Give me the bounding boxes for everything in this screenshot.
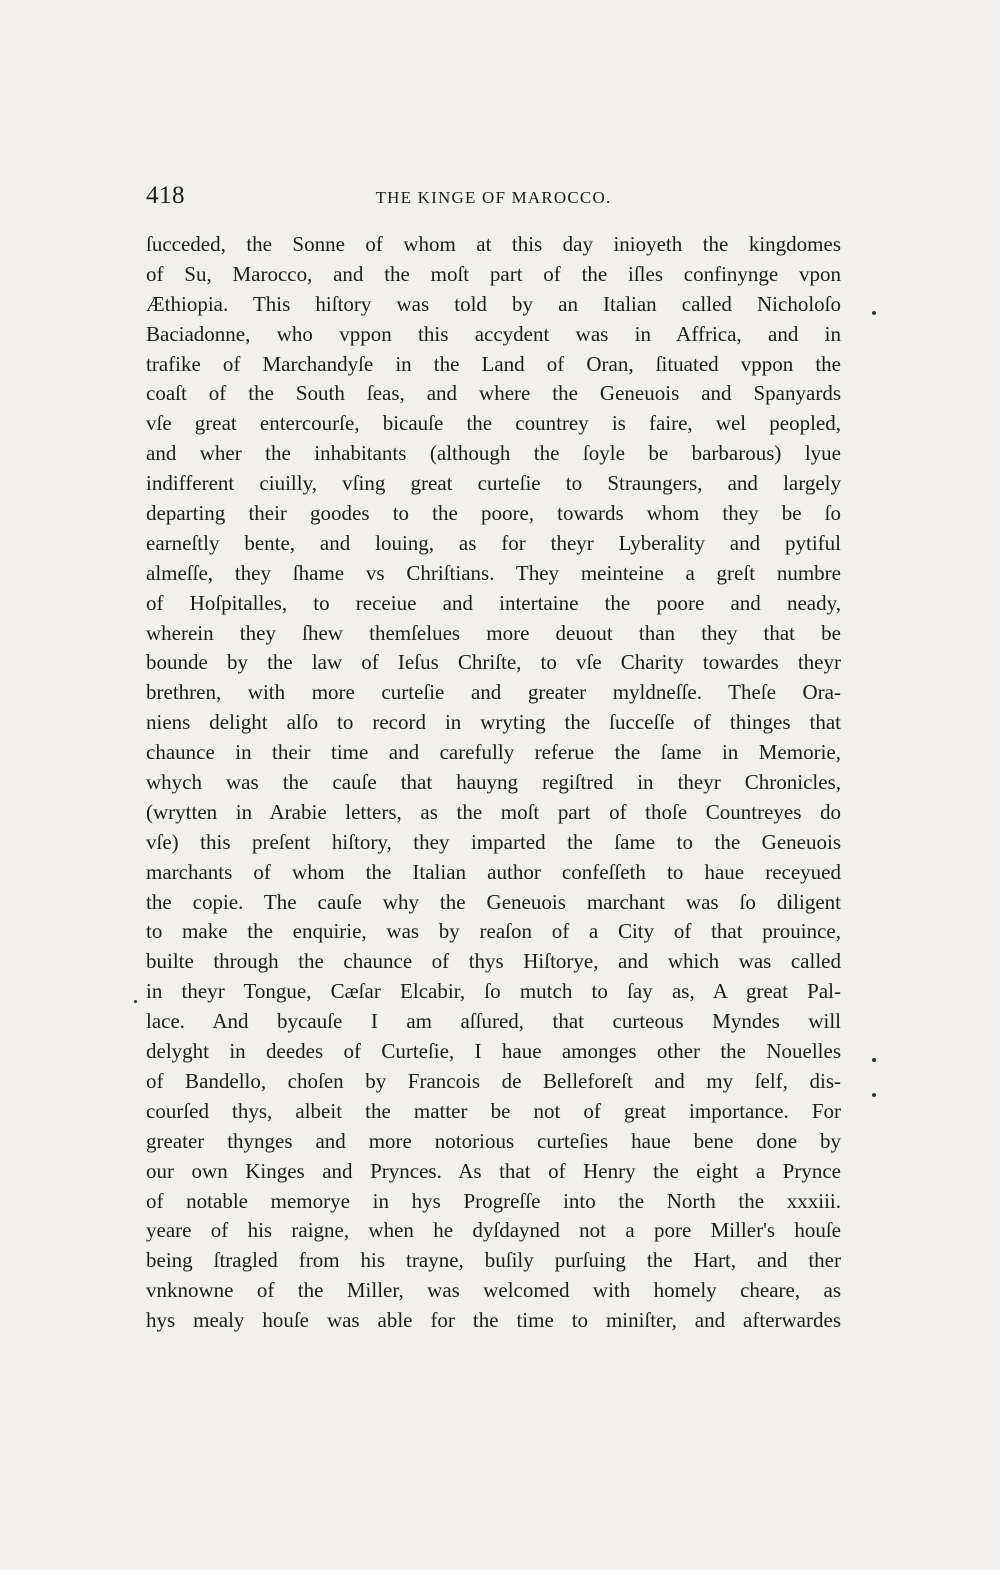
text-line: of notable memorye in hys Progreſſe into the North the xxxiii. (146, 1188, 841, 1213)
text-line: delyght in deedes of Curteſie, I haue amonges other the Nouelles (146, 1039, 841, 1064)
text-line: brethren, with more curteſie and greater myldneſſe. Theſe Ora- (146, 680, 841, 705)
text-line: Baciadonne, who vppon this accydent was in Affrica, and in (146, 321, 841, 346)
running-head (146, 176, 841, 216)
text-line: yeare of his raigne, when he dyſdayned not a pore Miller's houſe (146, 1218, 841, 1243)
page-number: 418 (146, 182, 185, 209)
text-line: the copie. The cauſe why the Geneuois marchant was ſo diligent (146, 889, 841, 914)
text-line: hys mealy houſe was able for the time to miniſter, and afterwardes (146, 1308, 841, 1333)
text-line: almeſſe, they ſhame vs Chriſtians. They meinteine a greſt numbre (146, 560, 841, 585)
text-line: whych was the cauſe that hauyng regiſtred in theyr Chronicles, (146, 770, 841, 795)
text-line: of Hoſpitalles, to receiue and intertaine the poore and neady, (146, 590, 841, 615)
text-line: vſe great entercourſe, bicauſe the countrey is faire, wel peopled, (146, 411, 841, 436)
text-line: in theyr Tongue, Cæſar Elcabir, ſo mutch to ſay as, A great Pal- (146, 979, 841, 1004)
text-line: ſucceded, the Sonne of whom at this day inioyeth the kingdomes (146, 232, 841, 256)
margin-mark-dot (872, 1058, 876, 1062)
text-line: Æthiopia. This hiſtory was told by an Italian called Nicholoſo (146, 291, 841, 316)
text-line: trafike of Marchandyſe in the Land of Oran, ſituated vppon the (146, 351, 841, 376)
text-line: (wrytten in Arabie letters, as the moſt part of thoſe Countreyes do (146, 799, 841, 824)
text-line: our own Kinges and Prynces. As that of Henry the eight a Prynce (146, 1158, 841, 1183)
running-title: THE KINGE OF MAROCCO. (375, 188, 612, 207)
text-line: earneſtly bente, and louing, as for theyr Lyberality and pytiful (146, 530, 841, 555)
margin-mark-dot (134, 1000, 137, 1003)
text-line: builte through the chaunce of thys Hiſtorye, and which was called (146, 949, 841, 974)
text-line: chaunce in their time and carefully referue the ſame in Memorie, (146, 740, 841, 765)
body-text (146, 230, 841, 1336)
text-line: indifferent ciuilly, vſing great curteſie to Straungers, and largely (146, 471, 841, 496)
text-line: departing their goodes to the poore, towards whom they be ſo (146, 501, 841, 526)
text-line: of Su, Marocco, and the moſt part of the iſles confinynge vpon (146, 261, 841, 286)
text-line: niens delight alſo to record in wryting the ſucceſſe of thinges that (146, 710, 841, 735)
margin-mark-dot (872, 311, 876, 315)
text-line: wherein they ſhew themſelues more deuout than they that be (146, 620, 841, 645)
text-line: coaſt of the South ſeas, and where the Geneuois and Spanyards (146, 381, 841, 406)
margin-mark-dot (872, 1093, 876, 1097)
text-line: marchants of whom the Italian author confeſſeth to haue receyued (146, 859, 841, 884)
text-line: bounde by the law of Ieſus Chriſte, to vſe Charity towardes theyr (146, 650, 841, 675)
text-line: to make the enquirie, was by reaſon of a City of that prouince, (146, 919, 841, 944)
text-line: greater thynges and more notorious curteſies haue bene done by (146, 1128, 841, 1153)
text-line: being ſtragled from his trayne, buſily purſuing the Hart, and ther (146, 1248, 841, 1273)
text-line: vnknowne of the Miller, was welcomed with homely cheare, as (146, 1278, 841, 1303)
text-line: of Bandello, choſen by Francois de Belleforeſt and my ſelf, dis- (146, 1068, 841, 1093)
text-line: and wher the inhabitants (although the ſoyle be barbarous) lyue (146, 441, 841, 466)
text-line: courſed thys, albeit the matter be not of great importance. For (146, 1098, 841, 1123)
text-line: vſe) this preſent hiſtory, they imparted the ſame to the Geneuois (146, 829, 841, 854)
text-line: lace. And bycauſe I am aſſured, that curteous Myndes will (146, 1009, 841, 1034)
